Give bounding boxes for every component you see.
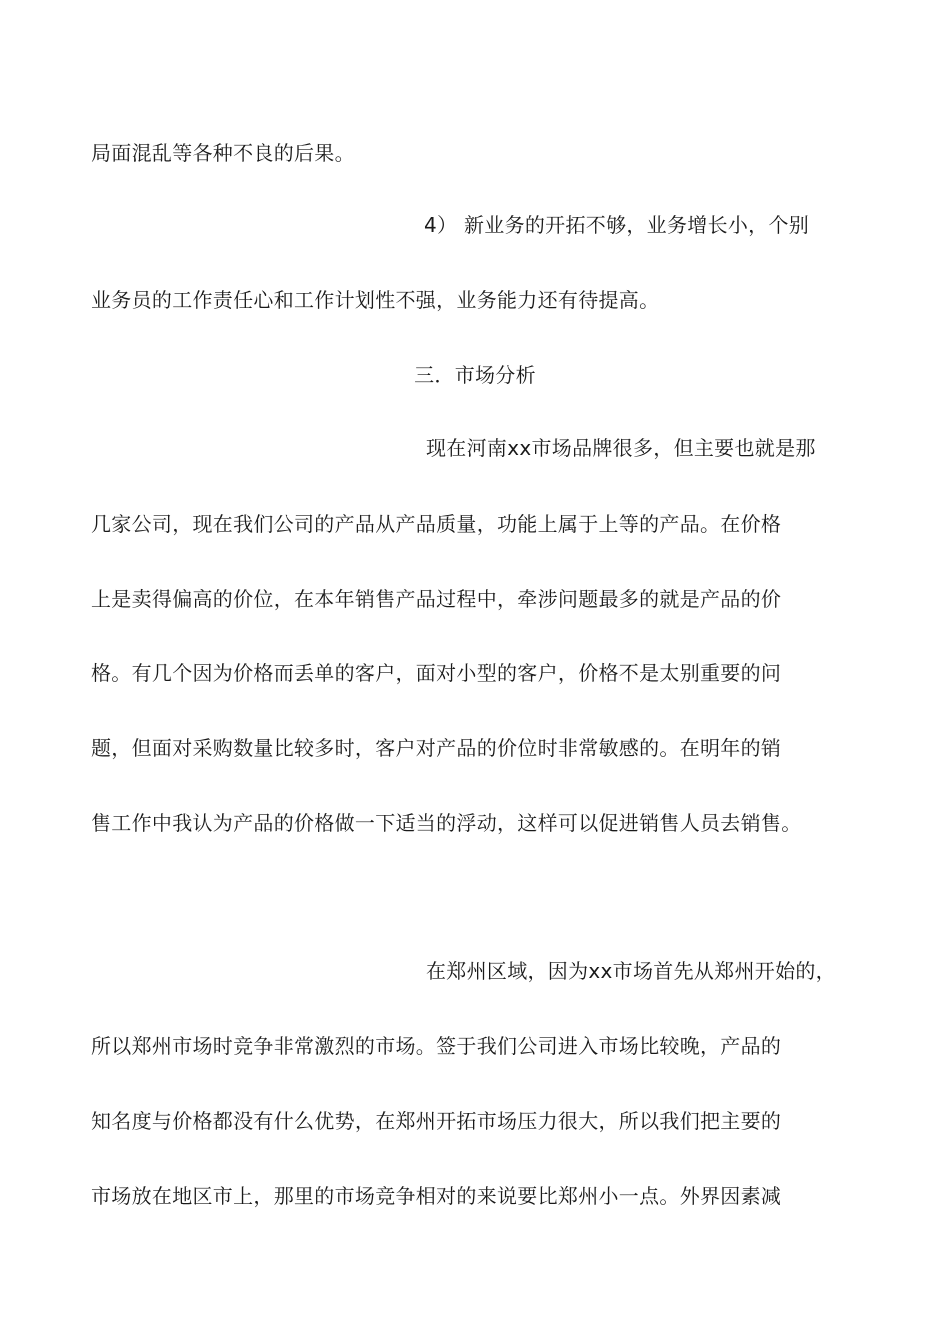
paragraph-line: 几家公司，现在我们公司的产品从产品质量，功能上属于上等的产品。在价格 — [91, 512, 782, 536]
paragraph-line: 题，但面对采购数量比较多时，客户对产品的价位时非常敏感的。在明年的销 — [91, 736, 782, 760]
paragraph-line: 市场放在地区市上，那里的市场竞争相对的来说要比郑州小一点。外界因素减 — [91, 1184, 782, 1208]
section-heading: 三．市场分析 — [414, 363, 536, 387]
paragraph-line: 格。有几个因为价格而丢单的客户，面对小型的客户，价格不是太别重要的问 — [91, 661, 782, 685]
paragraph-line: 所以郑州市场时竞争非常激烈的市场。签于我们公司进入市场比较晚，产品的 — [91, 1034, 782, 1058]
paragraph-line: 局面混乱等各种不良的后果。 — [91, 141, 355, 165]
paragraph-line: 售工作中我认为产品的价格做一下适当的浮动，这样可以促进销售人员去销售。 — [91, 811, 802, 835]
paragraph-line: 知名度与价格都没有什么优势，在郑州开拓市场压力很大，所以我们把主要的 — [91, 1109, 782, 1133]
list-item-4: 4） 新业务的开拓不够，业务增长小，个别 — [424, 213, 810, 237]
paragraph-line: 上是卖得偏高的价位，在本年销售产品过程中，牵涉问题最多的就是产品的价 — [91, 587, 782, 611]
paragraph-line: 业务员的工作责任心和工作计划性不强，业务能力还有待提高。 — [91, 288, 660, 312]
paragraph-line: 现在河南xx市场品牌很多，但主要也就是那 — [426, 436, 816, 460]
paragraph-line: 在郑州区域，因为xx市场首先从郑州开始的， — [426, 959, 836, 983]
